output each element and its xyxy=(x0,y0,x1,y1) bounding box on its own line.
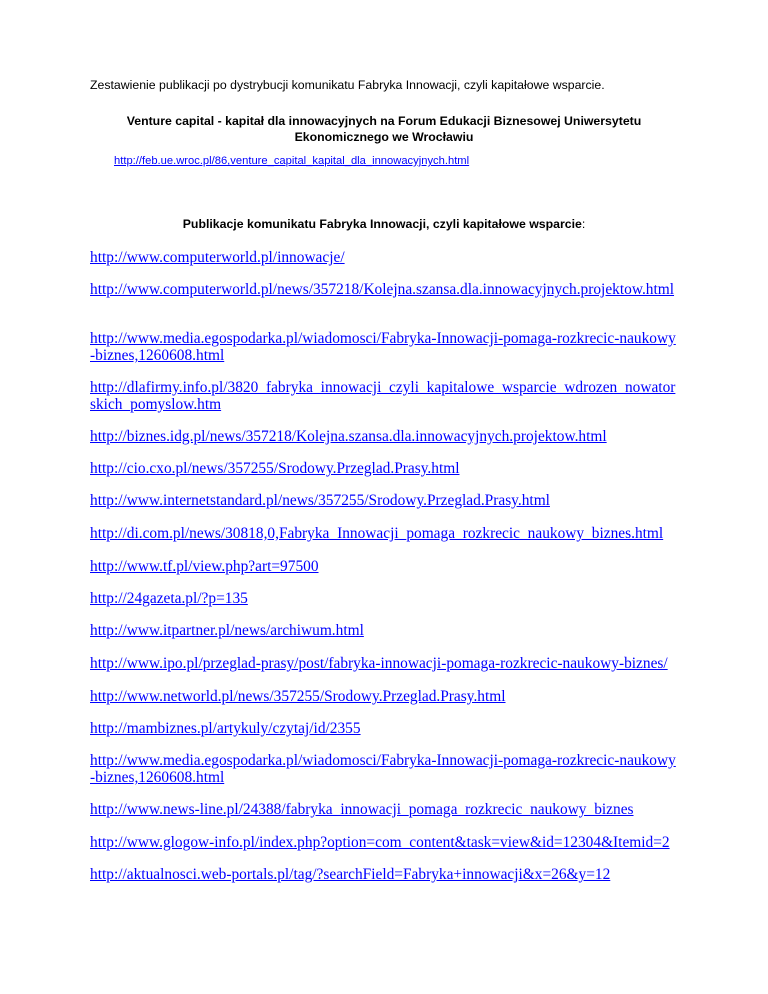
subheading-suffix: : xyxy=(581,217,586,231)
publication-link[interactable]: http://cio.cxo.pl/news/357255/Srodowy.Przeglad.Prasy.html xyxy=(90,460,460,477)
publication-link[interactable]: http://www.media.egospodarka.pl/wiadomosci/Fabryka-Innowacji-pomaga-rozkrecic-naukowy-biznes,1260608.html xyxy=(90,752,676,786)
publication-link[interactable]: http://mambiznes.pl/artykuly/czytaj/id/2355 xyxy=(90,720,361,737)
publication-link[interactable]: http://www.ipo.pl/przeglad-prasy/post/fabryka-innowacji-pomaga-rozkrecic-naukowy-biznes/ xyxy=(90,655,668,672)
heading-line-1: Venture capital - kapitał dla innowacyjnych na Forum Edukacji Biznesowej Uniwersytetu xyxy=(126,114,642,128)
subheading-bold-text: Publikacje komunikatu Fabryka Innowacji, czyli kapitałowe wsparcie xyxy=(182,217,582,231)
heading-line-2: Ekonomicznego we Wrocławiu xyxy=(294,130,474,144)
publication-link[interactable]: http://www.internetstandard.pl/news/357255/Srodowy.Przeglad.Prasy.html xyxy=(90,492,550,509)
publication-link[interactable]: http://www.itpartner.pl/news/archiwum.html xyxy=(90,622,364,639)
publication-link[interactable]: http://www.tf.pl/view.php?art=97500 xyxy=(90,558,319,575)
publication-link[interactable]: http://24gazeta.pl/?p=135 xyxy=(90,590,248,607)
publication-link[interactable]: http://www.networld.pl/news/357255/Srodowy.Przeglad.Prasy.html xyxy=(90,688,506,705)
publication-link[interactable]: http://www.glogow-info.pl/index.php?option=com_content&task=view&id=12304&Itemid=2 xyxy=(90,834,670,851)
publication-link[interactable]: http://di.com.pl/news/30818,0,Fabryka_Innowacji_pomaga_rozkrecic_naukowy_biznes.html xyxy=(90,525,664,542)
publication-link[interactable]: http://www.computerworld.pl/innowacje/ xyxy=(90,249,345,266)
publication-link[interactable]: http://www.news-line.pl/24388/fabryka_innowacji_pomaga_rozkrecic_naukowy_biznes xyxy=(90,801,634,818)
publication-link[interactable]: http://aktualnosci.web-portals.pl/tag/?searchField=Fabryka+innowacji&x=26&y=12 xyxy=(90,866,611,883)
publication-link[interactable]: http://www.computerworld.pl/news/357218/Kolejna.szansa.dla.innowacyjnych.projektow.html xyxy=(90,281,675,298)
source-link[interactable]: http://feb.ue.wroc.pl/86,venture_capital_kapital_dla_innowacyjnych.html xyxy=(114,155,470,167)
publications-subheading xyxy=(90,217,678,232)
publication-link[interactable]: http://www.media.egospodarka.pl/wiadomosci/Fabryka-Innowacji-pomaga-rozkrecic-naukowy-biznes,1260608.html xyxy=(90,330,676,364)
intro-text: Zestawienie publikacji po dystrybucji komunikatu Fabryka Innowacji, czyli kapitałowe wsparcie. xyxy=(90,78,605,92)
publication-link[interactable]: http://biznes.idg.pl/news/357218/Kolejna.szansa.dla.innowacyjnych.projektow.html xyxy=(90,428,607,445)
publication-link[interactable]: http://dlafirmy.info.pl/3820_fabryka_innowacji_czyli_kapitalowe_wsparcie_wdrozen_nowatorskich_pomyslow.htm xyxy=(90,379,676,413)
document-heading xyxy=(90,113,678,145)
